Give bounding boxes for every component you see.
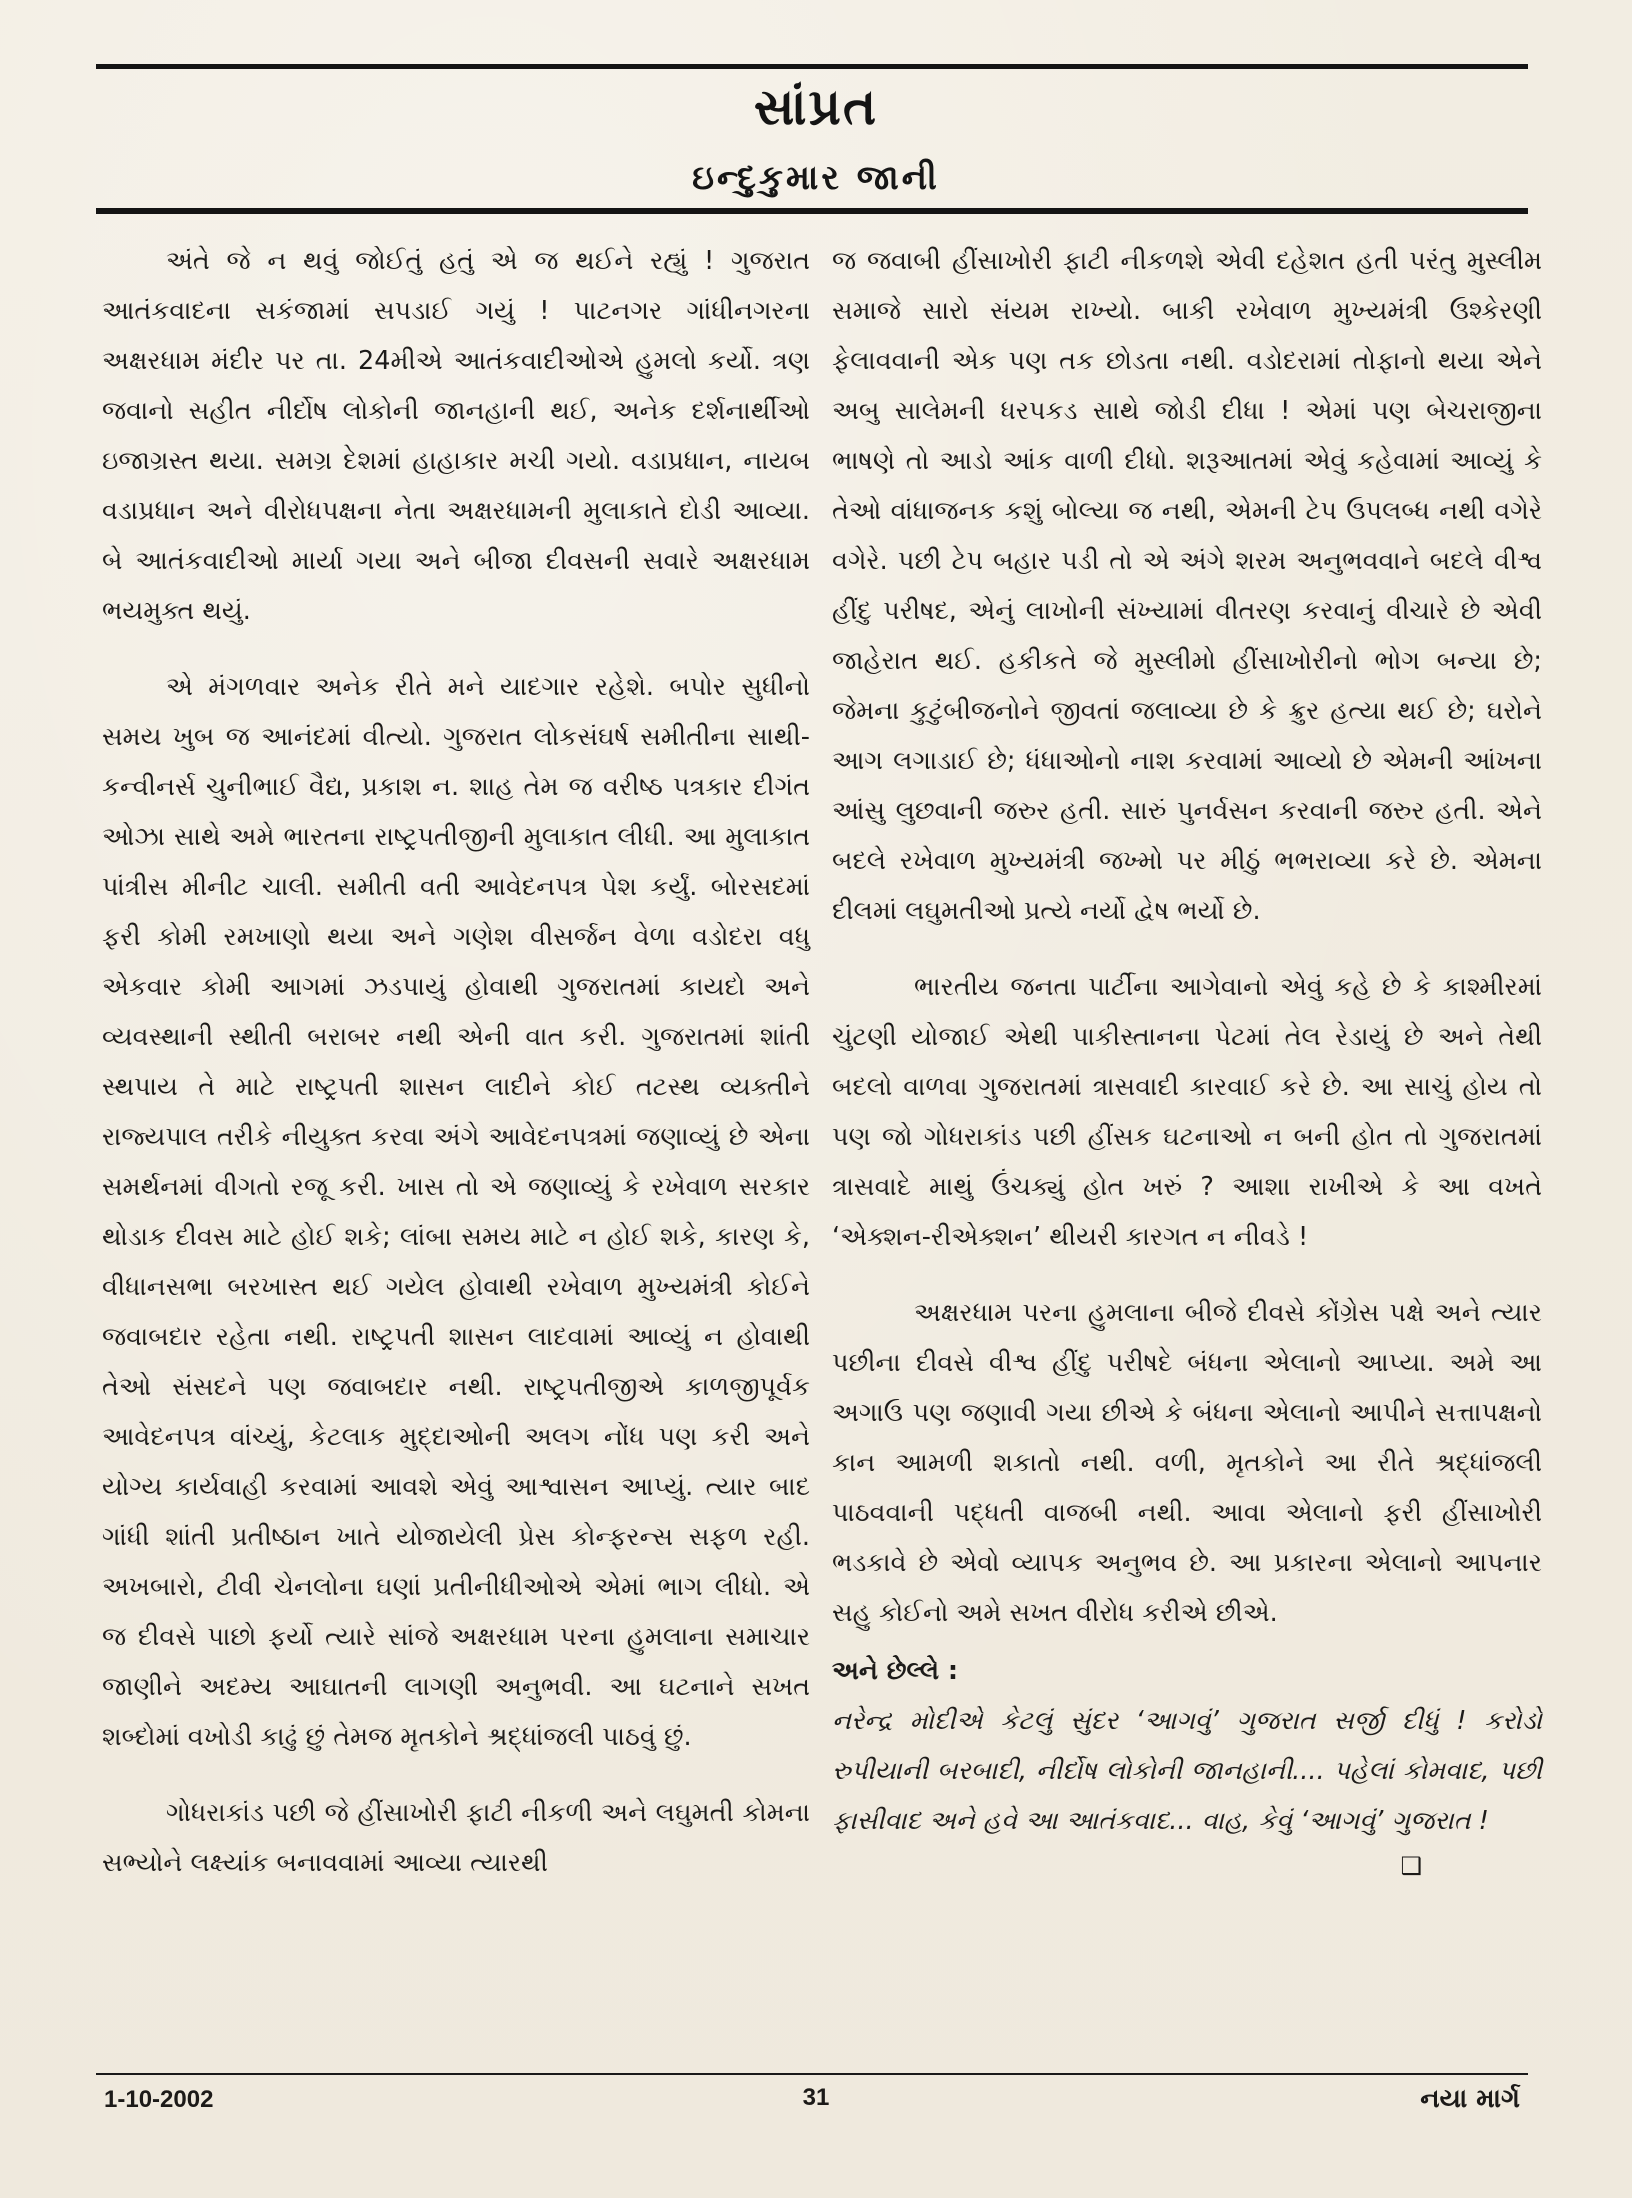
paragraph: ભારતીય જનતા પાર્ટીના આગેવાનો એવું કહે છે કે કાશ્મીરમાં ચુંટણી યોજાઈ એથી પાકીસ્તાનના પેટમાં તેલ રેડાયું છે અને તેથી બદલો વાળવા ગુજરાતમાં ત્રાસવાદી કારવાઈ કરે છે. આ સાચું હોય તો પણ જો ગોધરાકાંડ પછી હીંસક ઘટનાઓ ન બની હોત તો ગુજરાતમાં ત્રાસવાદે માથું ઉંચક્યું હોત ખરું ? આશા રાખીએ કે આ વખતે ‘એક્શન-રીએક્શન’ થીયરી કારગત ન નીવડે ! — [832, 972, 1542, 1252]
paragraph: જ જવાબી હીંસાખોરી ફાટી નીકળશે એવી દહેશત હતી પરંતુ મુસ્લીમ સમાજે સારો સંયમ રાખ્યો. બાકી રખેવાળ મુખ્યમંત્રી ઉશ્કેરણી ફેલાવવાની એક પણ તક છોડતા નથી. વડોદરામાં તોફાનો થયા એને અબુ સાલેમની ધરપકડ સાથે જોડી દીધા ! એમાં પણ બેચરાજીના ભાષણે તો આડો આંક વાળી દીધો. શરૂઆતમાં એવું કહેવામાં આવ્યું કે તેઓ વાંધાજનક કશું બોલ્યા જ નથી, એમની ટેપ ઉપલબ્ધ નથી વગેરે વગેરે. પછી ટેપ બહાર પડી તો એ અંગે શરમ અનુભવવાને બદલે વીશ્વ હીંદુ પરીષદ, એનું લાખોની સંખ્યામાં વીતરણ કરવાનું વીચારે છે એવી જાહેરાત થઈ. હકીકતે જે મુસ્લીમો હીંસાખોરીનો ભોગ બન્યા છે; જેમના કુટુંબીજનોને જીવતાં જલાવ્યા છે કે ક્રુર હત્યા થઈ છે; ઘરોને આગ લગાડાઈ છે; ધંધાઓનો નાશ કરવામાં આવ્યો છે એમની આંખના આંસુ લુછવાની જરુર હતી. સારું પુનર્વસન કરવાની જરુર હતી. એને બદલે રખેવાળ મુખ્યમંત્રી જખ્મો પર મીઠું ભભરાવ્યા કરે છે. એમના દીલમાં લઘુમતીઓ પ્રત્યે નર્યો દ્વેષ ભર્યો છે. — [832, 246, 1542, 926]
page-number: 31 — [802, 2084, 830, 2111]
issue-date: 1-10-2002 — [104, 2086, 214, 2113]
right-column — [832, 236, 1542, 1886]
author-name: ઇન્દુકુમાર જાની — [692, 158, 940, 198]
paragraph: ગોધરાકાંડ પછી જે હીંસાખોરી ફાટી નીકળી અને લઘુમતી કોમના સભ્યોને લક્ષ્યાંક બનાવવામાં આવ્યા ત્યારથી — [102, 1798, 810, 1878]
header-top-rule — [96, 64, 1528, 69]
epilogue-heading: અને છેલ્લે : — [832, 1656, 959, 1686]
publication-name: નયા માર્ગ — [1420, 2084, 1520, 2114]
left-column — [102, 236, 810, 1888]
paragraph: અંતે જે ન થવું જોઈતું હતું એ જ થઈને રહ્યું ! ગુજરાત આતંકવાદના સકંજામાં સપડાઈ ગયું ! પાટનગર ગાંધીનગરના અક્ષરધામ મંદીર પર તા. 24મીએ આતંકવાદીઓએ હુમલો કર્યો. ત્રણ જવાનો સહીત નીર્દોષ લોકોની જાનહાની થઈ, અનેક દર્શનાર્થીઓ ઇજાગ્રસ્ત થયા. સમગ્ર દેશમાં હાહાકાર મચી ગયો. વડાપ્રધાન, નાયબ વડાપ્રધાન અને વીરોધપક્ષના નેતા અક્ષરધામની મુલાકાતે દોડી આવ્યા. બે આતંકવાદીઓ માર્યા ગયા અને બીજા દીવસની સવારે અક્ષરધામ ભયમુક્ત થયું. — [102, 246, 810, 626]
footer-rule — [96, 2073, 1528, 2075]
end-mark-icon: ❑ — [1400, 1852, 1422, 1880]
paragraph: અક્ષરધામ પરના હુમલાના બીજે દીવસે કોંગ્રેસ પક્ષે અને ત્યાર પછીના દીવસે વીશ્વ હીંદુ પરીષદે બંધના એલાનો આપ્યા. અમે આ અગાઉ પણ જણાવી ગયા છીએ કે બંધના એલાનો આપીને સત્તાપક્ષનો કાન આમળી શકાતો નથી. વળી, મૃતકોને આ રીતે શ્રદ્ધાંજલી પાઠવવાની પદ્ધતી વાજબી નથી. આવા એલાનો ફરી હીંસાખોરી ભડકાવે છે એવો વ્યાપક અનુભવ છે. આ પ્રકારના એલાનો આપનાર સહુ કોઈનો અમે સખત વીરોધ કરીએ છીએ. — [832, 1298, 1542, 1628]
header-bottom-rule — [96, 208, 1528, 214]
section-title: સાંપ્રત — [753, 78, 879, 136]
epilogue-text: નરેન્દ્ર મોદીએ કેટલું સુંદર ‘આગવું’ ગુજરાત સર્જી દીધું ! કરોડો રુપીયાની બરબાદી, નીર્દોષ લોકોની જાનહાની.... પહેલાં કોમવાદ, પછી ફાસીવાદ અને હવે આ આતંકવાદ... વાહ, કેવું ‘આગવું’ ગુજરાત ! — [832, 1706, 1542, 1836]
paragraph: એ મંગળવાર અનેક રીતે મને યાદગાર રહેશે. બપોર સુધીનો સમય ખુબ જ આનંદમાં વીત્યો. ગુજરાત લોકસંઘર્ષ સમીતીના સાથી-કન્વીનર્સ ચુનીભાઈ વૈદ્ય, પ્રકાશ ન. શાહ તેમ જ વરીષ્ઠ પત્રકાર દીગંત ઓઝા સાથે અમે ભારતના રાષ્ટ્રપતીજીની મુલાકાત લીધી. આ મુલાકાત પાંત્રીસ મીનીટ ચાલી. સમીતી વતી આવેદનપત્ર પેશ કર્યું. બોરસદમાં ફરી કોમી રમખાણો થયા અને ગણેશ વીસર્જન વેળા વડોદરા વધુ એકવાર કોમી આગમાં ઝડપાયું હોવાથી ગુજરાતમાં કાયદો અને વ્યવસ્થાની સ્થીતી બરાબર નથી એની વાત કરી. ગુજરાતમાં શાંતી સ્થપાય તે માટે રાષ્ટ્રપતી શાસન લાદીને કોઈ તટસ્થ વ્યક્તીને રાજ્યપાલ તરીકે નીયુક્ત કરવા અંગે આવેદનપત્રમાં જણાવ્યું છે એના સમર્થનમાં વીગતો રજૂ કરી. ખાસ તો એ જણાવ્યું કે રખેવાળ સરકાર થોડાક દીવસ માટે હોઈ શકે; લાંબા સમય માટે ન હોઈ શકે, કારણ કે, વીધાનસભા બરખાસ્ત થઈ ગયેલ હોવાથી રખેવાળ મુખ્યમંત્રી કોઈને જવાબદાર રહેતા નથી. રાષ્ટ્રપતી શાસન લાદવામાં આવ્યું ન હોવાથી તેઓ સંસદને પણ જવાબદાર નથી. રાષ્ટ્રપતીજીએ કાળજીપૂર્વક આવેદનપત્ર વાંચ્યું, કેટલાક મુદ્દાઓની અલગ નોંધ પણ કરી અને યોગ્ય કાર્યવાહી કરવામાં આવશે એવું આશ્વાસન આપ્યું. ત્યાર બાદ ગાંધી શાંતી પ્રતીષ્ઠાન ખાતે યોજાયેલી પ્રેસ કોન્ફરન્સ સફળ રહી. અખબારો, ટીવી ચેનલોના ઘણાં પ્રતીનીધીઓએ એમાં ભાગ લીધો. એ જ દીવસે પાછો ફર્યો ત્યારે સાંજે અક્ષરધામ પરના હુમલાના સમાચાર જાણીને અદમ્ય આઘાતની લાગણી અનુભવી. આ ઘટનાને સખત શબ્દોમાં વખોડી કાઢું છું તેમજ મૃતકોને શ્રદ્ધાંજલી પાઠવું છું. — [102, 672, 810, 1752]
